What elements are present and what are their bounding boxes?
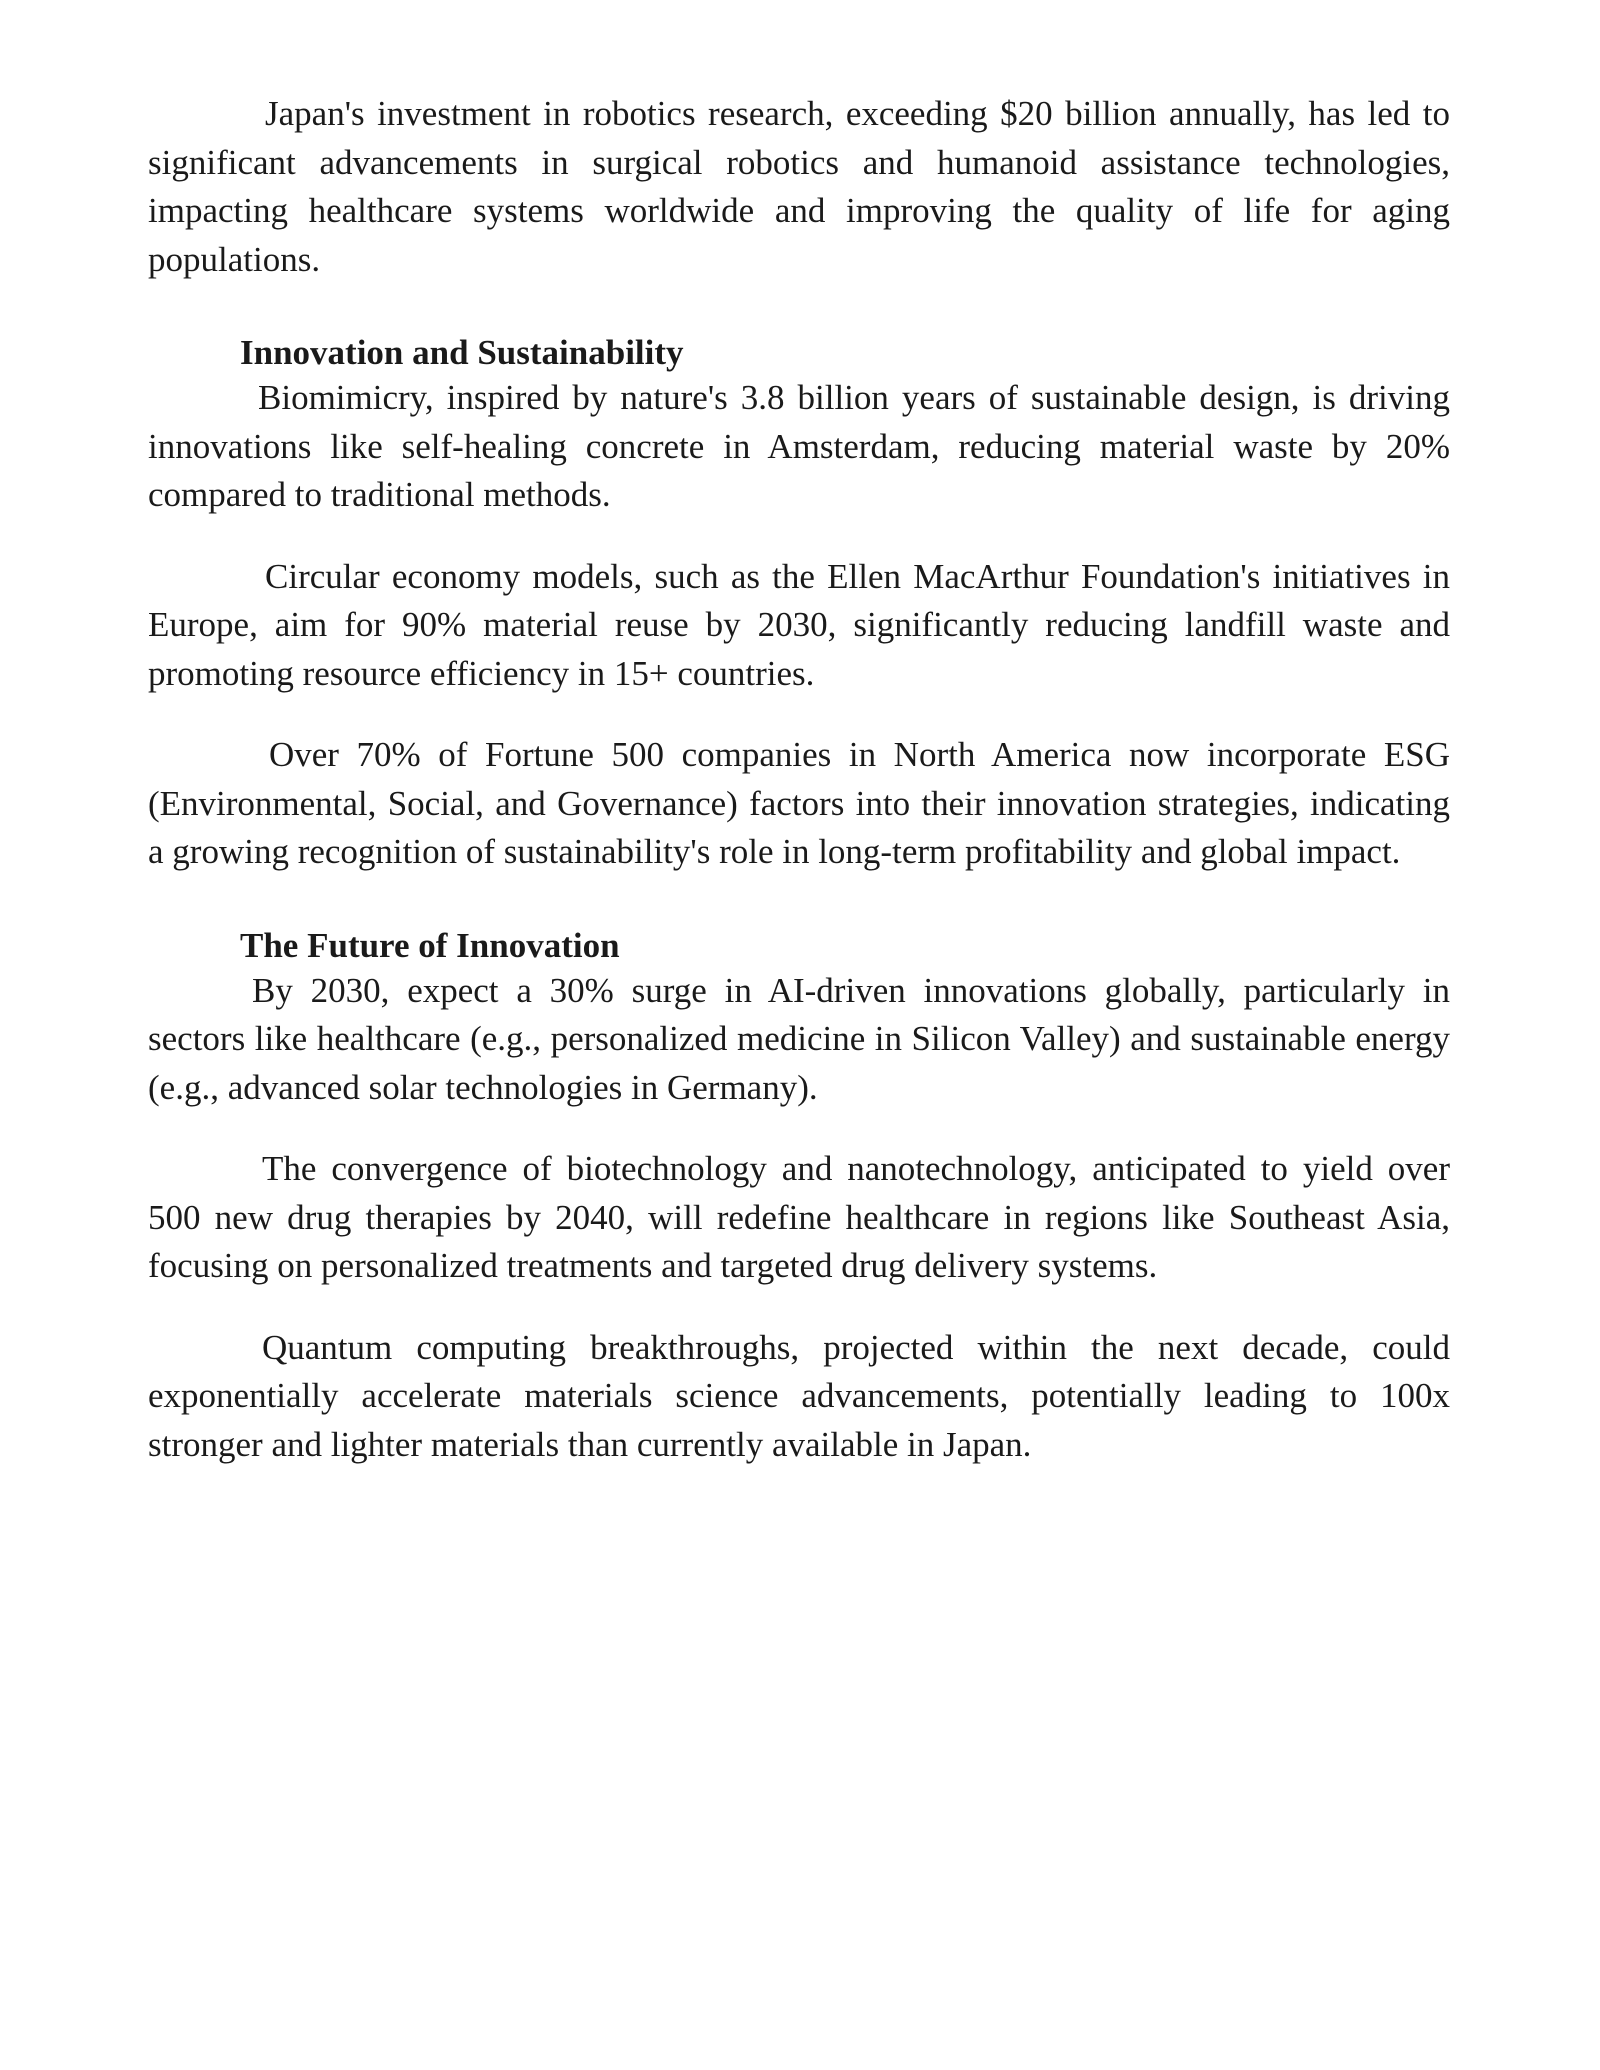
section-heading-innovation-sustainability: Innovation and Sustainability <box>240 333 684 372</box>
section-heading-future-of-innovation: The Future of Innovation <box>240 925 620 965</box>
paragraph-biotech-nanotech: The convergence of biotechnology and nanotechnology, anticipated to yield over 500 new drug therapies by 2040, will redefine healthcare in regions like Southeast Asia, focusing on personalized treatments and targeted drug delivery systems. <box>148 1149 1450 1285</box>
paragraph-quantum-computing: Quantum computing breakthroughs, projected within the next decade, could exponentially accelerate materials science advancements, potentially leading to 100x stronger and lighter materials than currently available in Japan. <box>148 1327 1450 1464</box>
paragraph-circular-economy: Circular economy models, such as the Ellen MacArthur Foundation's initiatives in Europe, aim for 90% material reuse by 2030, significantly reducing landfill waste and promoting resource efficiency in 15+ countries. <box>148 556 1450 693</box>
paragraph-ai-innovations: By 2030, expect a 30% surge in AI-driven innovations globally, particularly in sectors like healthcare (e.g., personalized medicine in Silicon Valley) and sustainable energy (e.g., advanced solar technologies in Germany). <box>148 970 1450 1107</box>
document-page <box>148 90 1450 1469</box>
paragraph-biomimicry: Biomimicry, inspired by nature's 3.8 billion years of sustainable design, is driving innovations like self-healing concrete in Amsterdam, reducing material waste by 20% compared to traditional methods. <box>148 378 1450 514</box>
paragraph-esg: Over 70% of Fortune 500 companies in North America now incorporate ESG (Environmental, Social, and Governance) factors into their innovation strategies, indicating a growing recognition of sustainability's role in long-term profitability and global impact. <box>148 735 1450 871</box>
paragraph-robotics-investment: Japan's investment in robotics research, exceeding $20 billion annually, has led to significant advancements in surgical robotics and humanoid assistance technologies, impacting healthcare systems worldwide and improving the quality of life for aging populations. <box>148 94 1450 279</box>
